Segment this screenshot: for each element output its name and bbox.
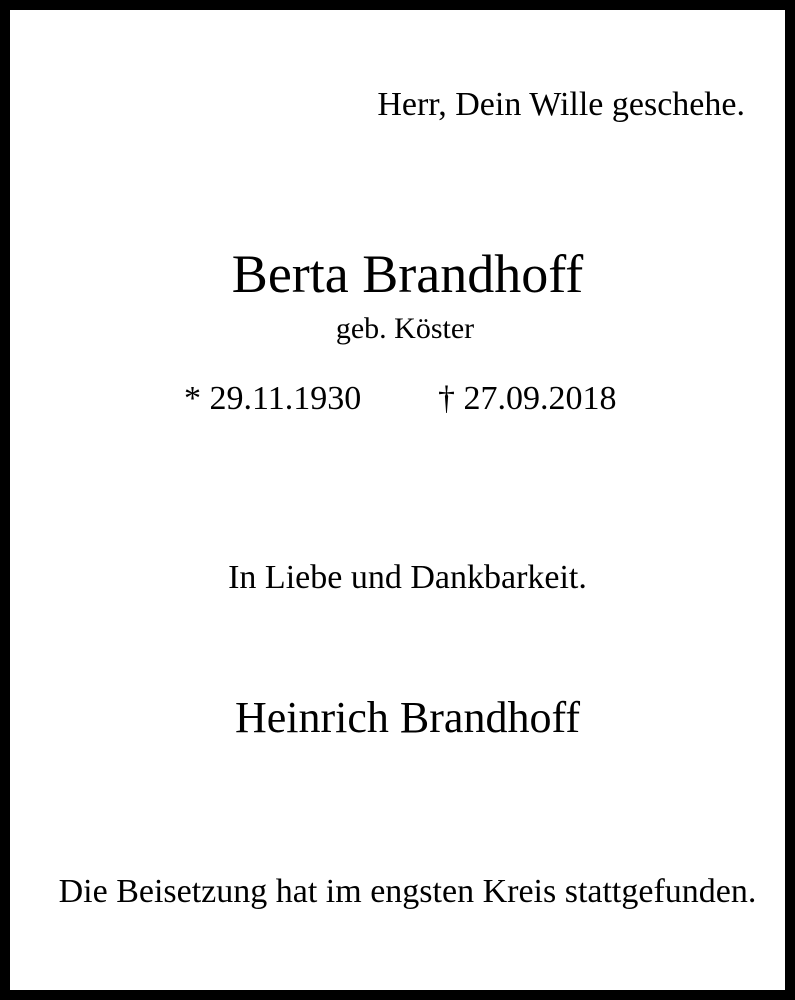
- birth-date: * 29.11.1930: [184, 380, 362, 417]
- mourner-name: Heinrich Brandhoff: [235, 693, 580, 742]
- deceased-name: Berta Brandhoff: [231, 244, 584, 304]
- death-date: † 27.09.2018: [438, 380, 617, 417]
- motto-text: Herr, Dein Wille geschehe.: [377, 86, 745, 123]
- funeral-note: Die Beisetzung hat im engsten Kreis stattgefunden.: [58, 873, 757, 910]
- maiden-name: geb. Köster: [335, 312, 475, 345]
- closing-text: In Liebe und Dankbarkeit.: [228, 559, 587, 596]
